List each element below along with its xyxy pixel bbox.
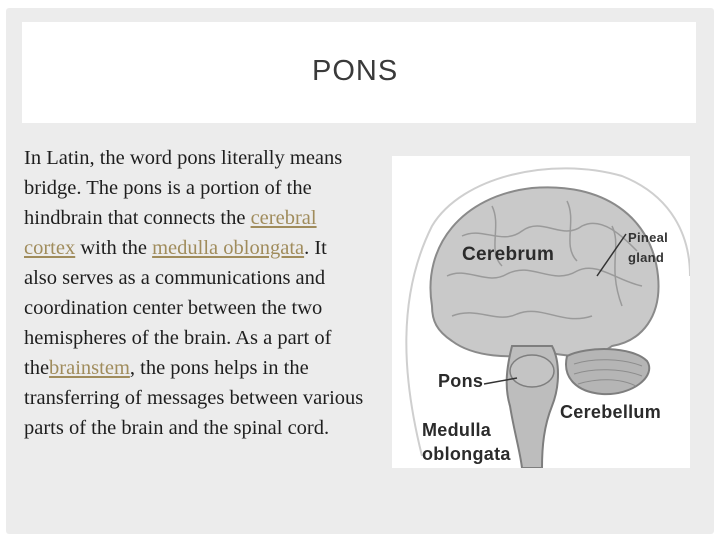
label-pineal-gland [628,228,668,268]
label-pineal-line1: Pineal [628,230,669,245]
label-cerebellum: Cerebellum [560,402,662,422]
label-medulla-line1: Medulla [422,420,492,440]
pons-shape [510,355,554,387]
cerebral-cortex-link[interactable]: cerebral cortex [24,207,317,259]
label-pons: Pons [438,371,484,391]
body-text [24,143,364,443]
cerebrum-shape [430,187,658,356]
cerebellum-shape [566,349,649,394]
title-placeholder [22,22,696,123]
page-title: PONS [312,55,399,87]
brainstem-link[interactable]: brainstem [49,357,130,379]
label-pineal-line2: gland [628,250,665,265]
body-text-part-1: In Latin, the word pons literally means bridge. The pons is a portion of the hindbrain that connects the [24,147,343,229]
body-text-part-3: . It also serves as a communications and coordination center between the two hemispheres of the brain. As a part of the [24,237,332,379]
label-medulla-line2: oblongata [422,444,511,464]
medulla-oblongata-link[interactable]: medulla oblongata [152,237,305,259]
brain-diagram [392,156,690,468]
body-text-part-2: with the [75,237,153,259]
label-cerebrum: Cerebrum [462,244,555,265]
body-text-part-4: , the pons helps in the transferring of messages between various parts of the brain and the spinal cord. [24,357,364,439]
label-medulla-oblongata [422,418,511,466]
